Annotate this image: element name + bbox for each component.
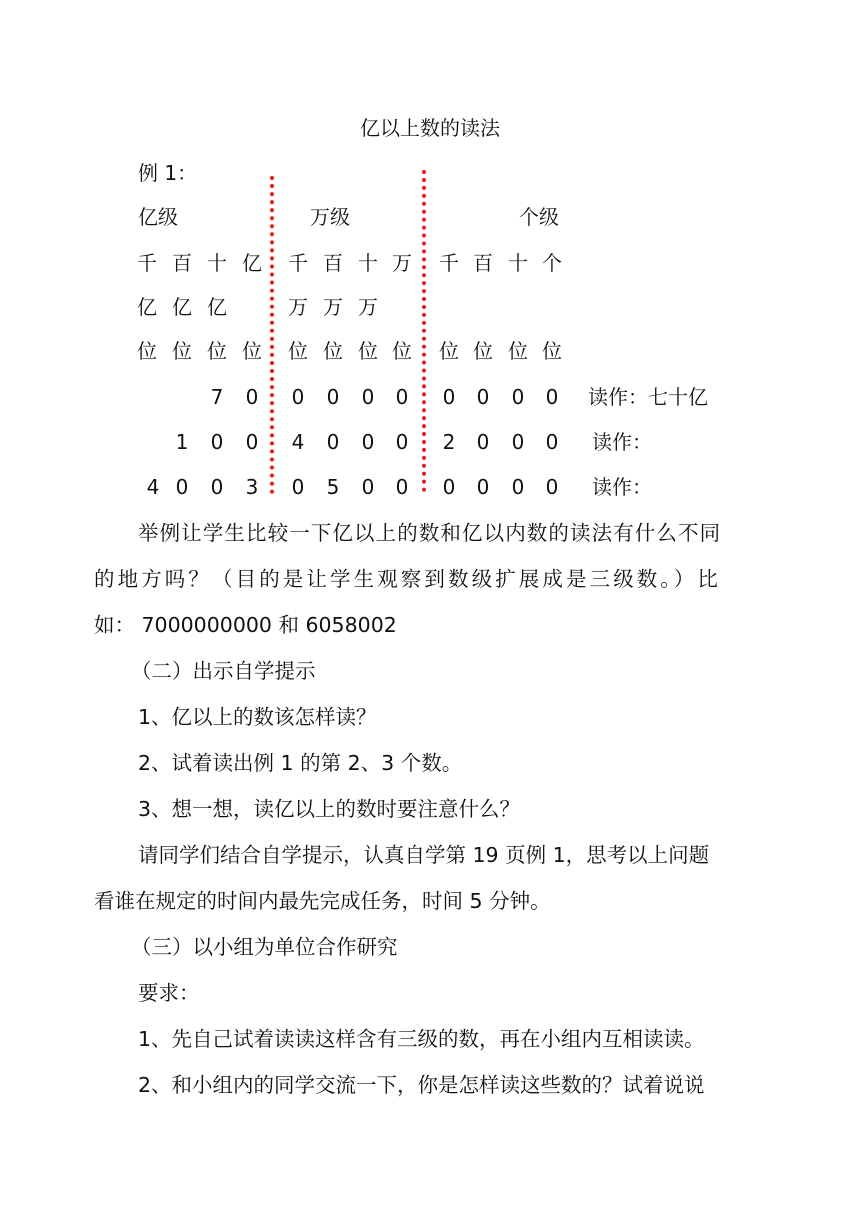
digit-cell: 0 — [545, 475, 559, 499]
place-name-cell-10: 十 — [508, 251, 528, 275]
place-name-cell-0: 千 — [137, 251, 157, 275]
digit-cell: 7 — [210, 385, 224, 409]
reading-label: 读作： — [592, 475, 652, 499]
digit-cell: 0 — [361, 385, 375, 409]
place-wei-cell-5: 位 — [323, 339, 343, 363]
digit-cell: 0 — [476, 385, 490, 409]
digit-cell: 0 — [361, 475, 375, 499]
place-wei-cell-3: 位 — [242, 339, 262, 363]
digit-cell: 0 — [175, 475, 189, 499]
digit-cell: 0 — [511, 385, 525, 409]
place-unit-cell-0: 亿 — [137, 295, 157, 319]
place-name-cell-8: 千 — [439, 251, 459, 275]
place-name-cell-11: 个 — [542, 251, 562, 275]
digit-cell: 0 — [395, 385, 409, 409]
requirement-label: 要求： — [138, 981, 200, 1005]
digit-cell: 0 — [395, 475, 409, 499]
place-wei-cell-4: 位 — [288, 339, 308, 363]
place-name-cell-2: 十 — [207, 251, 227, 275]
place-wei-cell-0: 位 — [137, 339, 157, 363]
place-name-cell-7: 万 — [392, 251, 412, 275]
place-wei-cell-9: 位 — [473, 339, 493, 363]
place-wei-cell-10: 位 — [508, 339, 528, 363]
requirement-1: 1、先自己试着读读这样含有三级的数，再在小组内互相读读。 — [138, 1027, 705, 1051]
digit-cell: 4 — [291, 430, 305, 454]
paragraph-compare-line1 — [94, 510, 721, 556]
digit-cell: 0 — [210, 475, 224, 499]
page-title: 亿以上数的读法 — [360, 116, 500, 140]
digit-cell: 0 — [511, 430, 525, 454]
digit-cell: 0 — [442, 475, 456, 499]
digit-cell: 0 — [245, 430, 259, 454]
place-unit-cell-5: 万 — [323, 295, 343, 319]
digit-cell: 0 — [545, 430, 559, 454]
compare-line1-text: 举例让学生比较一下亿以上的数和亿以内数的读法有什么不同 — [138, 521, 722, 545]
place-wei-cell-8: 位 — [439, 339, 459, 363]
place-unit-cell-2: 亿 — [207, 295, 227, 319]
separator-yi-wan — [270, 176, 274, 494]
digit-cell: 0 — [545, 385, 559, 409]
digit-cell: 0 — [395, 430, 409, 454]
digit-cell: 0 — [326, 385, 340, 409]
paragraph-compare-line3: 如： 7000000000 和 6058002 — [94, 613, 397, 637]
place-wei-cell-1: 位 — [172, 339, 192, 363]
place-name-cell-4: 千 — [288, 251, 308, 275]
instruction-line2: 看谁在规定的时间内最先完成任务，时间 5 分钟。 — [94, 889, 551, 913]
hint-item-2: 2、试着读出例 1 的第 2、3 个数。 — [138, 751, 463, 775]
digit-cell: 1 — [175, 430, 189, 454]
digit-cell: 3 — [245, 475, 259, 499]
reading-label: 读作：七十亿 — [588, 385, 708, 409]
place-name-cell-6: 十 — [358, 251, 378, 275]
digit-cell: 5 — [326, 475, 340, 499]
digit-cell: 0 — [476, 430, 490, 454]
digit-cell: 0 — [291, 475, 305, 499]
hint-item-1: 1、亿以上的数该怎样读？ — [138, 705, 377, 729]
place-unit-cell-1: 亿 — [172, 295, 192, 319]
paragraph-compare-line2: 的地方吗？（目的是让学生观察到数级扩展成是三级数。）比 — [94, 567, 721, 591]
digit-cell: 0 — [210, 430, 224, 454]
digit-cell: 0 — [245, 385, 259, 409]
digit-cell: 0 — [291, 385, 305, 409]
section-heading-3: （三）以小组为单位合作研究 — [131, 935, 398, 959]
group-wan: 万级 — [310, 205, 350, 229]
reading-label: 读作： — [592, 430, 652, 454]
requirement-2: 2、和小组内的同学交流一下，你是怎样读这些数的？试着说说 — [138, 1073, 705, 1097]
place-wei-cell-6: 位 — [358, 339, 378, 363]
place-unit-cell-4: 万 — [288, 295, 308, 319]
place-name-cell-9: 百 — [473, 251, 493, 275]
hint-item-3: 3、想一想，读亿以上的数时要注意什么？ — [138, 797, 521, 821]
digit-cell: 0 — [476, 475, 490, 499]
digit-cell: 0 — [442, 385, 456, 409]
digit-cell: 0 — [326, 430, 340, 454]
group-ge: 个级 — [519, 205, 559, 229]
digit-cell: 4 — [146, 475, 160, 499]
digit-cell: 0 — [511, 475, 525, 499]
place-name-cell-5: 百 — [323, 251, 343, 275]
instruction-line1: 请同学们结合自学提示，认真自学第 19 页例 1，思考以上问题 — [138, 843, 710, 867]
place-name-cell-1: 百 — [172, 251, 192, 275]
digit-cell: 2 — [442, 430, 456, 454]
place-wei-cell-7: 位 — [392, 339, 412, 363]
example-label: 例 1： — [138, 161, 198, 185]
group-yi: 亿级 — [138, 205, 178, 229]
separator-wan-ge — [422, 170, 426, 492]
digit-cell: 0 — [361, 430, 375, 454]
place-wei-cell-11: 位 — [542, 339, 562, 363]
section-heading-2: （二）出示自学提示 — [131, 659, 316, 683]
place-name-cell-3: 亿 — [242, 251, 262, 275]
place-wei-cell-2: 位 — [207, 339, 227, 363]
place-unit-cell-6: 万 — [358, 295, 378, 319]
